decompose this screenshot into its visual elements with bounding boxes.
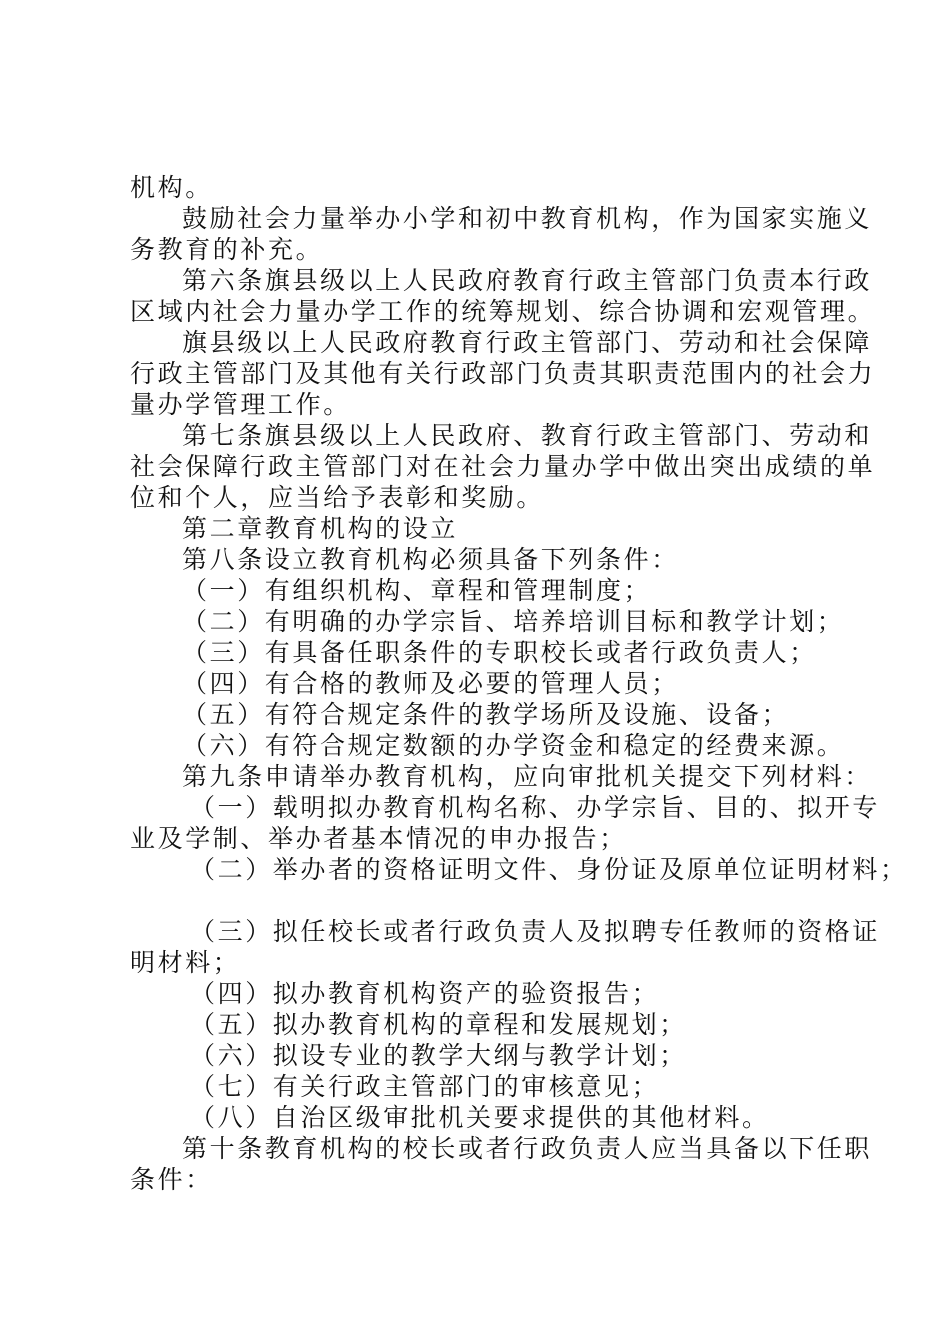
text-line: 社会保障行政主管部门对在社会力量办学中做出突出成绩的单 xyxy=(130,452,876,481)
text-line: 第六条旗县级以上人民政府教育行政主管部门负责本行政 xyxy=(182,266,873,295)
list-item: （六）有符合规定数额的办学资金和稳定的经费来源。 xyxy=(182,731,845,760)
list-item: （五）拟办教育机构的章程和发展规划； xyxy=(190,1010,687,1039)
text-line: 行政主管部门及其他有关行政部门负责其职责范围内的社会力 xyxy=(130,359,876,388)
list-item: （二）有明确的办学宗旨、培养培训目标和教学计划； xyxy=(182,607,845,636)
text-line: 机构。 xyxy=(130,173,213,202)
list-item: （四）有合格的教师及必要的管理人员； xyxy=(182,669,679,698)
text-line: 业及学制、举办者基本情况的申办报告； xyxy=(130,824,627,853)
text-line: 第十条教育机构的校长或者行政负责人应当具备以下任职 xyxy=(182,1134,873,1163)
list-item: （五）有符合规定条件的教学场所及设施、设备； xyxy=(182,700,790,729)
text-line: 条件： xyxy=(130,1165,213,1194)
blank-line xyxy=(130,885,850,916)
list-item: （三）有具备任职条件的专职校长或者行政负责人； xyxy=(182,638,817,667)
text-line: 位和个人，应当给予表彰和奖励。 xyxy=(130,483,545,512)
text-line: 旗县级以上人民政府教育行政主管部门、劳动和社会保障 xyxy=(182,328,873,357)
text-line: 区域内社会力量办学工作的统筹规划、综合协调和宏观管理。 xyxy=(130,297,876,326)
text-line: 量办学管理工作。 xyxy=(130,390,351,419)
text-line: 第七条旗县级以上人民政府、教育行政主管部门、劳动和 xyxy=(182,421,873,450)
list-item: （四）拟办教育机构资产的验资报告； xyxy=(190,979,660,1008)
list-item: （八）自治区级审批机关要求提供的其他材料。 xyxy=(190,1103,770,1132)
chapter-heading: 第二章教育机构的设立 xyxy=(182,514,459,543)
document-body xyxy=(130,172,908,1195)
list-item: （一）载明拟办教育机构名称、办学宗旨、目的、拟开专 xyxy=(190,793,881,822)
text-line: 第八条设立教育机构必须具备下列条件： xyxy=(182,545,679,574)
list-item: （七）有关行政主管部门的审核意见； xyxy=(190,1072,660,1101)
text-line: 鼓励社会力量举办小学和初中教育机构，作为国家实施义 xyxy=(182,204,873,233)
text-line: 第九条申请举办教育机构，应向审批机关提交下列材料： xyxy=(182,762,873,791)
list-item: （六）拟设专业的教学大纲与教学计划； xyxy=(190,1041,687,1070)
text-line: 务教育的补充。 xyxy=(130,235,324,264)
text-line: 明材料； xyxy=(130,948,241,977)
list-item: （三）拟任校长或者行政负责人及拟聘专任教师的资格证 xyxy=(190,917,881,946)
list-item: （二）举办者的资格证明文件、身份证及原单位证明材料； xyxy=(190,855,908,884)
list-item: （一）有组织机构、章程和管理制度； xyxy=(182,576,652,605)
